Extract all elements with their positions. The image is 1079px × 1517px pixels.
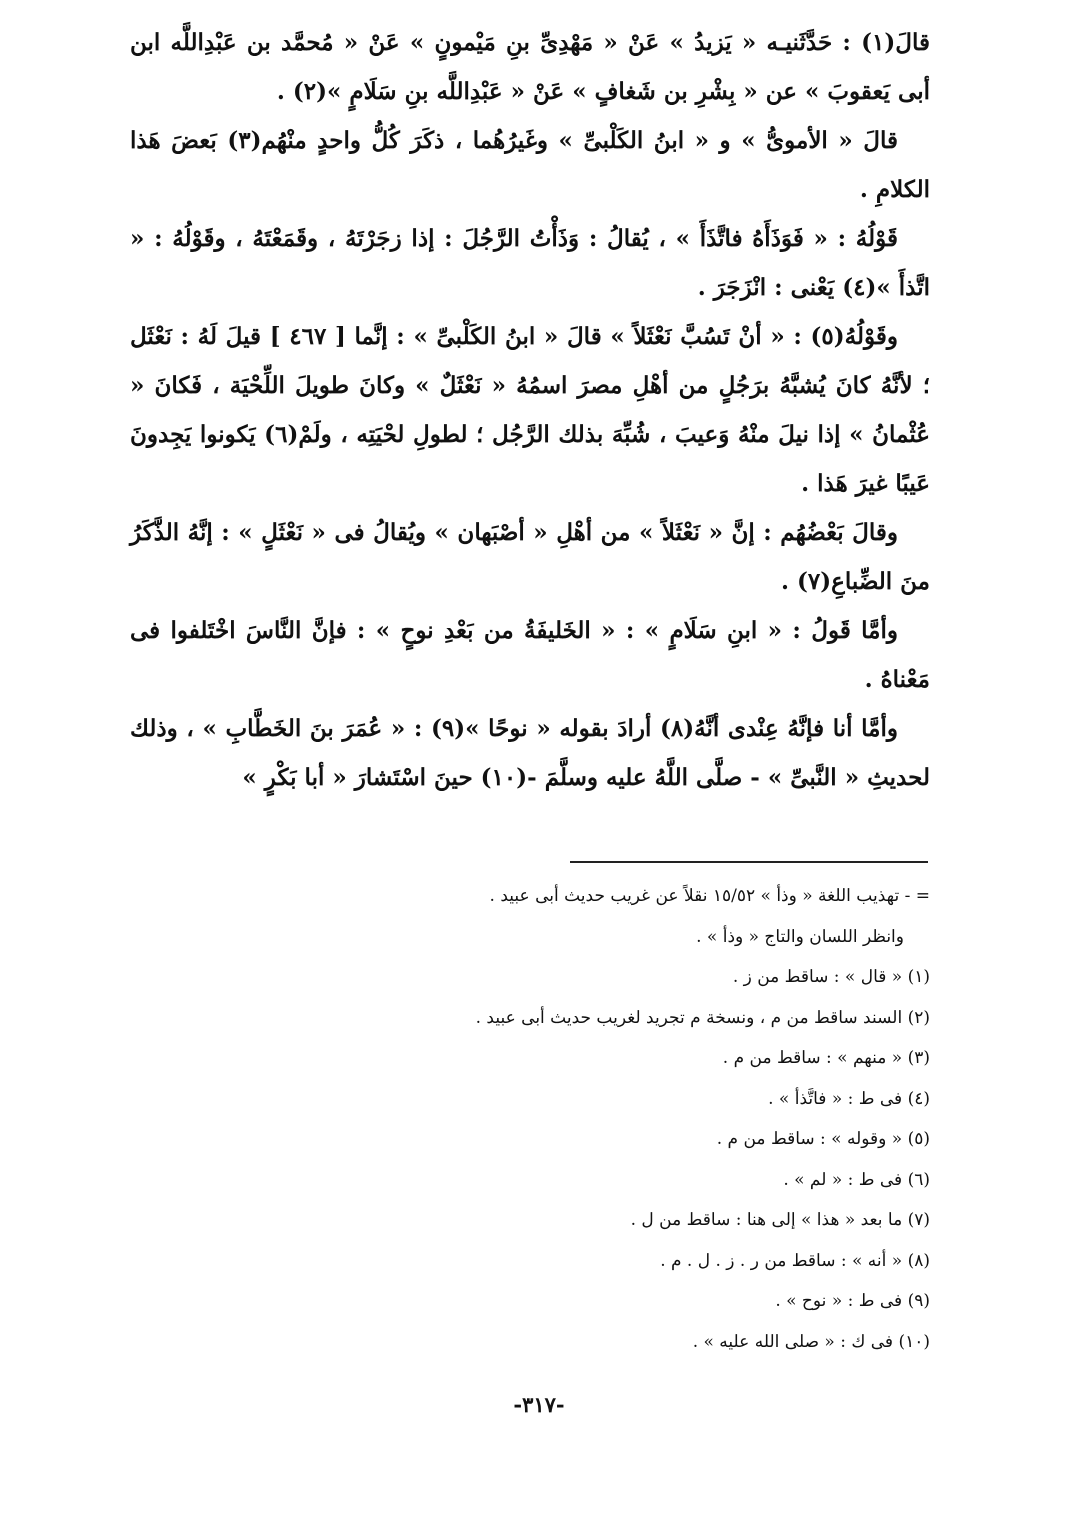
- footnote-line: (٩) فى ط : « نوح » .: [775, 1291, 930, 1311]
- paragraph: وأمَّا قَولُ : « ابنِ سَلَامٍ » : « الخَليفَةُ من بَعْدِ نوحٍ » : فإنَّ النَّاسَ اخْتَلفوا فى مَعْناهُ .: [130, 617, 930, 693]
- footnote-line: (٢) السند ساقط من م ، ونسخة م تجريد لغريب حديث أبى عبيد .: [475, 1007, 930, 1028]
- footnotes: [300, 876, 930, 1362]
- footnote-line: = - تهذيب اللغة « وذأ » ١٥/٥٢ نقلاً عن غريب حديث أبى عبيد .: [489, 886, 930, 906]
- main-text: [130, 18, 930, 802]
- paragraph: وقَوْلُهُ(٥) : « أنْ تَسُبَّ نَعْثَلاً » قالَ « ابنُ الكَلْبىِّ » : إنَّما [ ٤٦٧ ] قيلَ لَهُ : نَعْثَل ؛ لأنَّهُ كانَ يُشبَّهُ برَجُلٍ من أهْلِ مصرَ اسمُهُ « نَعْثَلٌ » وكانَ طويلَ اللِّحْيَة ، فَكانَ « عُثْمانُ » إذا نيلَ منْهُ وَعيبَ ، شُبِّهَ بذلك الرَّجُل ؛ لطولِ لحْيَتِه ، ولَمْ(٦) يَكونوا يَجِدونَ عَيبًا غيرَ هَذا .: [130, 323, 931, 497]
- footnote-line: (٧) ما بعد « هذا » إلى هنا : ساقط من ل .: [630, 1210, 930, 1230]
- footnote-line: (٥) « وقوله » : ساقط من م .: [716, 1129, 930, 1149]
- paragraph: وقالَ بَعْضُهُم : إنَّ « نَعْثَلاً » من أهْلِ « أصْبَهان » ويُقالُ فى « نَعْثَلٍ » : إنَّهُ الذَّكَرُ منَ الضِّباعِ(٧) .: [130, 519, 930, 595]
- paragraph: قَوْلُهُ : « فَوَذَأَهُ فاتَّذَأَ » ، يُقالُ : وَذَأْتُ الرَّجُلَ : إذا زجَرْتَهُ ، وقَمَعْتَهُ ، وقَوْلُهُ : « اتَّذأَ »(٤) يَعْنى : انْزَجَرَ .: [130, 225, 930, 301]
- footnote-line: (١) « قال » : ساقط من ز .: [732, 967, 930, 987]
- footnote-line: (٦) فى ط : « لم » .: [783, 1169, 930, 1190]
- paragraph: قالَ(١) : حَدَّثَنيـه « يَزيدُ » عَنْ « مَهْدِىِّ بنِ مَيْمونٍ » عَنْ « مُحمَّد بن عَبْدِاللَّه ابن أبى يَعقوبَ » عن « بِشْرِ بن شَغافٍ » عَنْ « عَبْدِاللَّه بنِ سَلَامٍ »(٢) .: [130, 29, 930, 105]
- footnote-line: وانظر اللسان والتاج « وذأ » .: [696, 926, 904, 947]
- footnote-line: (١٠) فى ك : « صلى الله عليه » .: [692, 1331, 930, 1352]
- page-number: -٣١٧-: [513, 1392, 565, 1417]
- footnote-line: (٤) فى ط : « فاتَّذأ » .: [768, 1088, 930, 1109]
- footnote-line: (٨) « أنه » : ساقط من ر . ز . ل . م .: [660, 1250, 930, 1271]
- footnote-line: (٣) « منهم » : ساقط من م .: [722, 1048, 930, 1068]
- footnote-separator: [570, 861, 928, 863]
- paragraph: قالَ « الأموىُّ » و « ابنُ الكَلْبىِّ » وغَيرُهُما ، ذكَرَ كُلُّ واحدٍ منْهُم(٣) بَعضَ هَذا الكلامِ .: [130, 127, 930, 203]
- paragraph: وأمَّا أنا فإنَّهُ عِنْدى أنَّهُ(٨) أرادَ بقوله « نوحًا »(٩) : « عُمَرَ بنَ الخَطَّابِ » ، وذلك لحديثِ « النَّبىِّ » - صلَّى اللَّهُ عليه وسلَّمَ -(١٠) حينَ اسْتَشارَ « أبا بَكْرٍ »: [130, 715, 930, 791]
